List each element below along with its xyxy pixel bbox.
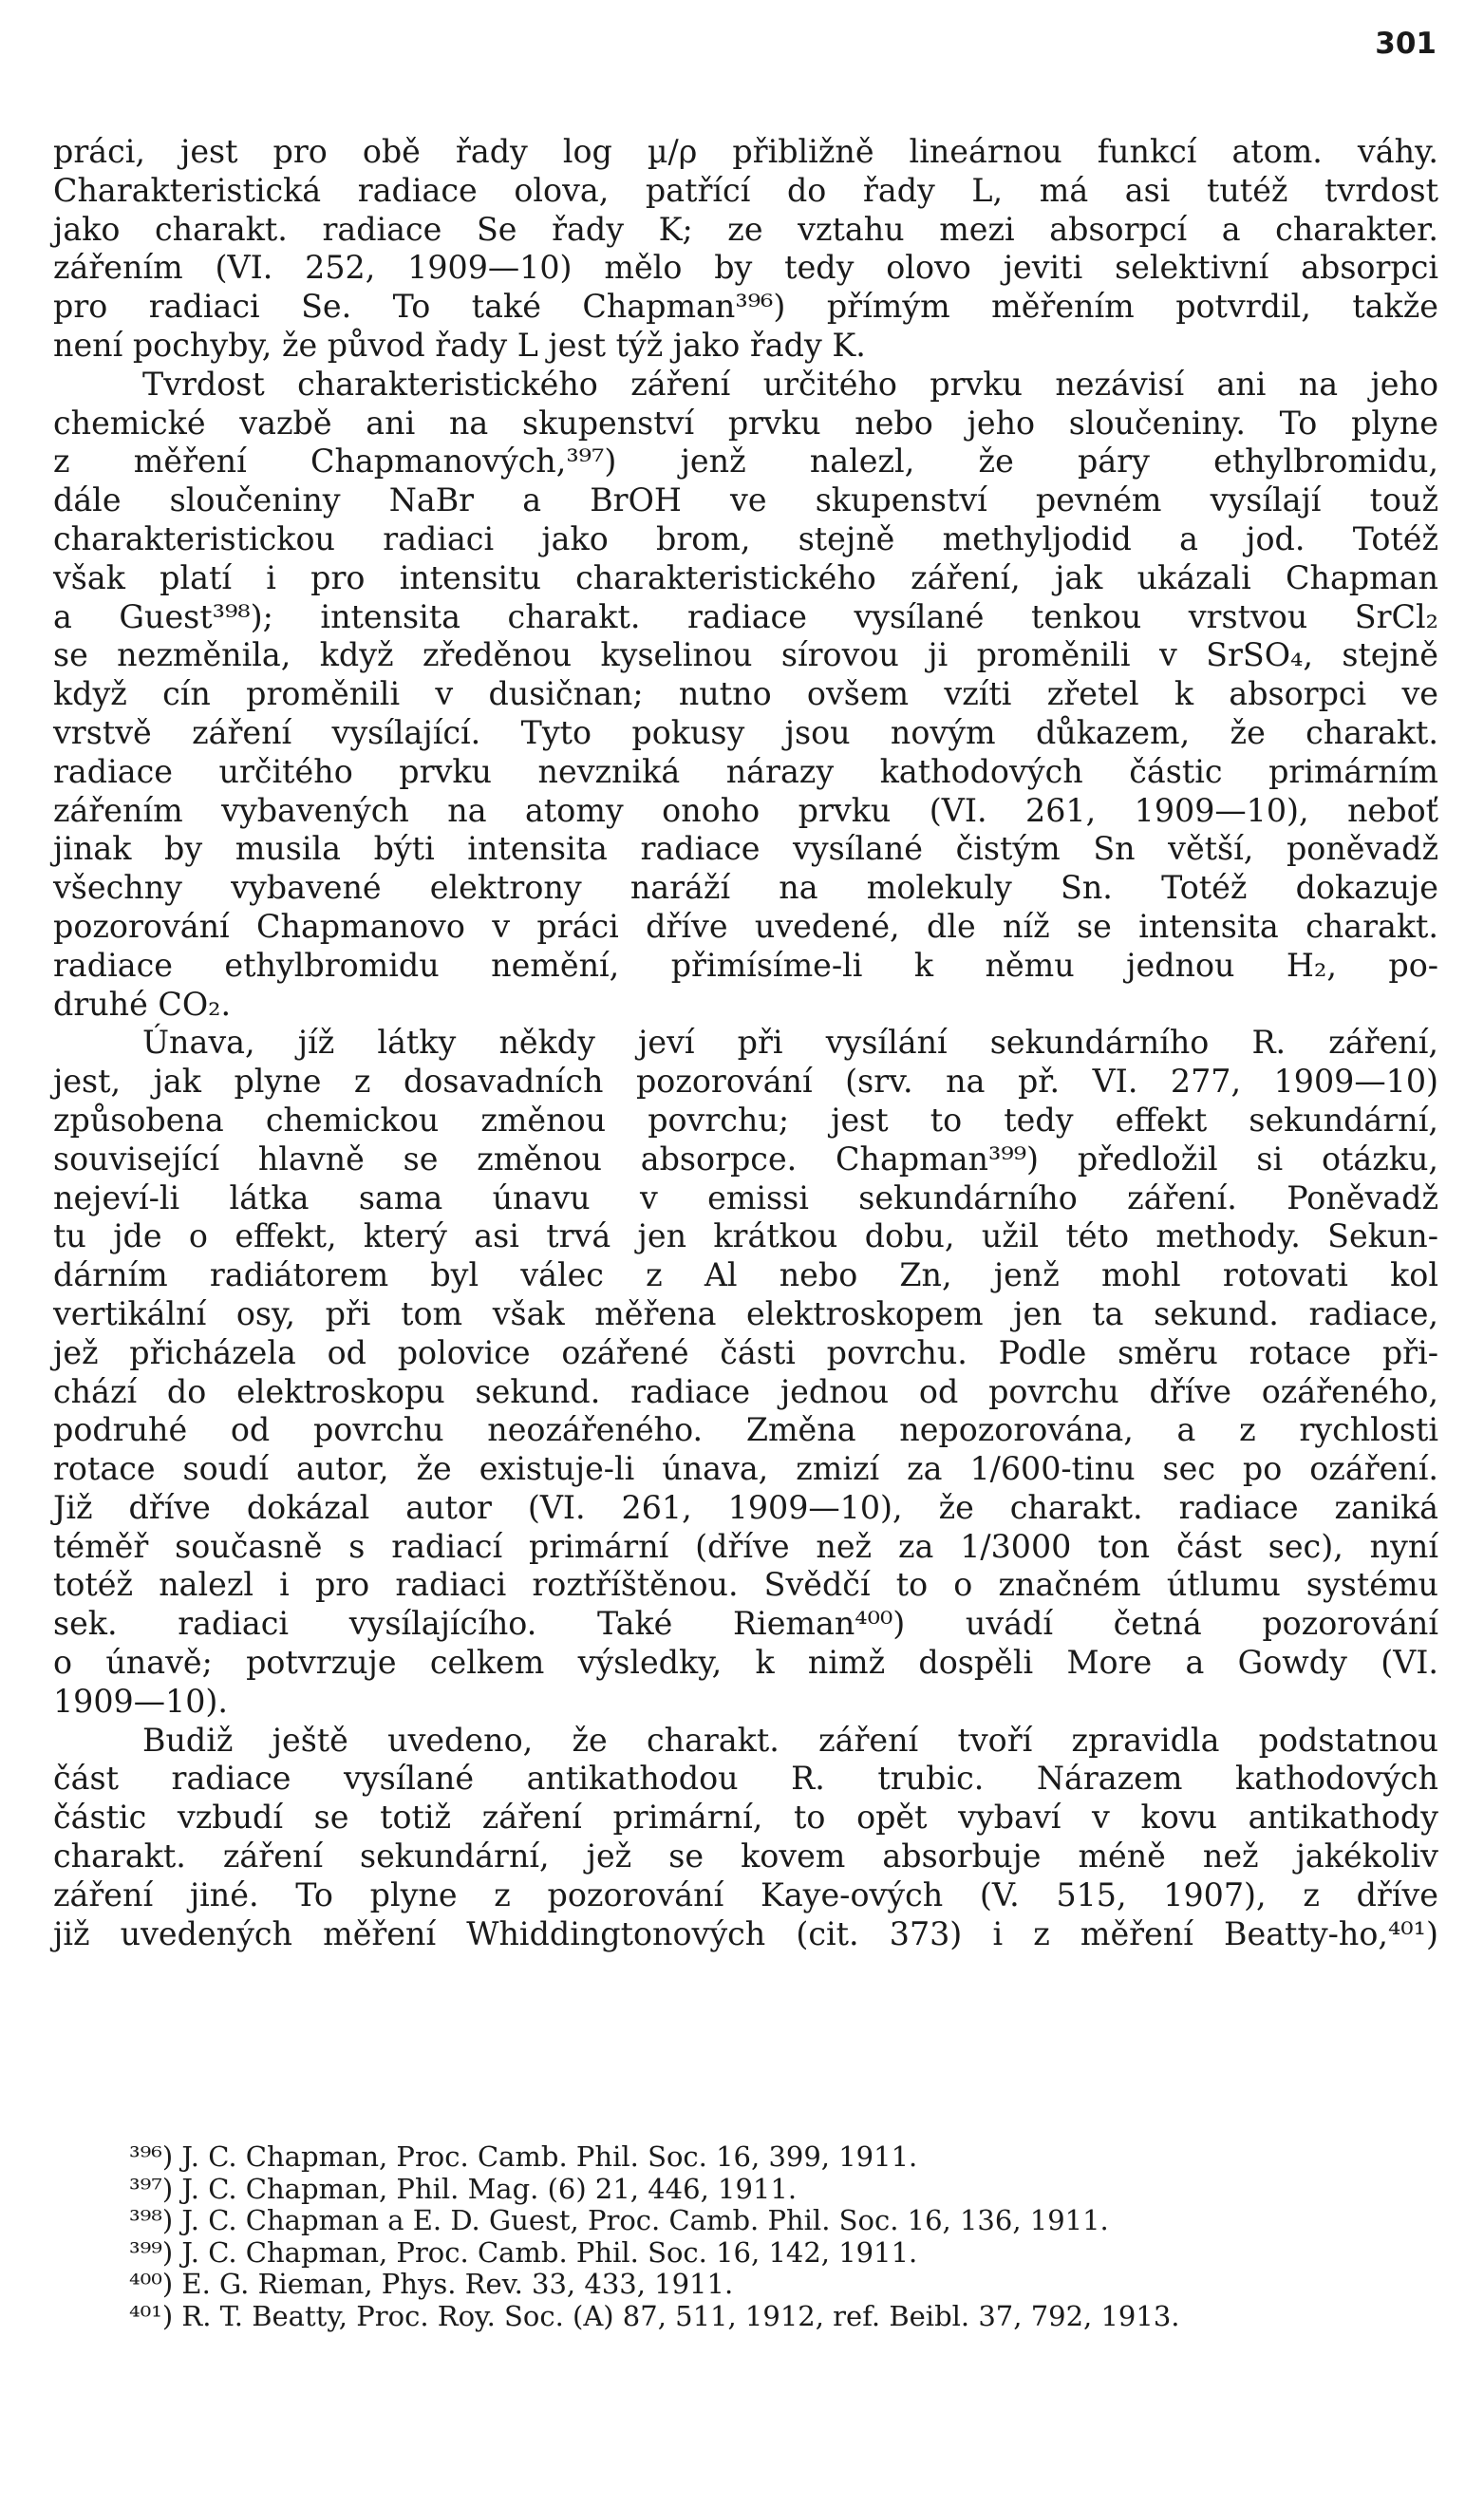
text-line: však platí i pro intensitu charakteristického záření, jak ukázali Chapman [53, 558, 1438, 596]
text-line: záření jiné. To plyne z pozorování Kaye-ových (V. 515, 1907), z dříve [53, 1876, 1438, 1913]
text-line: část radiace vysílané antikathodou R. trubic. Nárazem kathodových [53, 1760, 1438, 1798]
text-line: jinak by musila býti intensita radiace vysílané čistým Sn větší, poněvadž [53, 830, 1438, 868]
text-line: již uvedených měření Whiddingtonových (cit. 373) i z měření Beatty-ho,⁴⁰¹) [53, 1914, 1438, 1952]
text-line: vrstvě záření vysílající. Tyto pokusy jsou novým důkazem, že charakt. [53, 713, 1438, 751]
text-line: radiace určitého prvku nevzniká nárazy kathodových částic primárním [53, 752, 1438, 790]
text-line: o únavě; potvrzuje celkem výsledky, k nimž dospěli More a Gowdy (VI. [53, 1644, 1438, 1682]
text-line: zářením vybavených na atomy onoho prvku (VI. 261, 1909—10), neboť [53, 791, 1438, 829]
text-line: a Guest³⁹⁸); intensita charakt. radiace vysílané tenkou vrstvou SrCl₂ [53, 597, 1438, 635]
text-line: charakteristickou radiaci jako brom, stejně methyljodid a jod. Totéž [53, 519, 1438, 557]
text-line: způsobena chemickou změnou povrchu; jest to tedy effekt sekundární, [53, 1101, 1438, 1139]
footnote: ⁴⁰⁰) E. G. Rieman, Phys. Rev. 33, 433, 1911. [129, 2268, 734, 2300]
text-line: není pochyby, že původ řady L jest týž jako řady K. [53, 326, 866, 364]
footnote: ³⁹⁸) J. C. Chapman a E. D. Guest, Proc. Camb. Phil. Soc. 16, 136, 1911. [129, 2204, 1109, 2236]
text-line: související hlavně se změnou absorpce. Chapman³⁹⁹) předložil si otázku, [53, 1140, 1438, 1178]
text-line: radiace ethylbromidu nemění, přimísíme-li k němu jednou H₂, po- [53, 946, 1438, 984]
text-line: druhé CO₂. [53, 985, 232, 1023]
text-line: jež přicházela od polovice ozářené části povrchu. Podle směru rotace při- [53, 1333, 1438, 1371]
text-line: sek. radiaci vysílajícího. Také Rieman⁴⁰⁰) uvádí četná pozorování [53, 1605, 1438, 1643]
text-line: Tvrdost charakteristického záření určitého prvku nezávisí ani na jeho [142, 365, 1438, 403]
text-line: Únava, jíž látky někdy jeví při vysílání sekundárního R. záření, [142, 1024, 1438, 1062]
text-line: práci, jest pro obě řady log µ/ρ přibližně lineárnou funkcí atom. váhy. [53, 133, 1438, 170]
text-line: zářením (VI. 252, 1909—10) mělo by tedy olovo jeviti selektivní absorpci [53, 249, 1438, 287]
text-line: jako charakt. radiace Se řady K; ze vztahu mezi absorpcí a charakter. [53, 210, 1438, 248]
text-line: Charakteristická radiace olova, patřící do řady L, má asi tutéž tvrdost [53, 171, 1438, 209]
text-line: dále sloučeniny NaBr a BrOH ve skupenství pevném vysílají touž [53, 481, 1438, 519]
text-line: chemické vazbě ani na skupenství prvku nebo jeho sloučeniny. To plyne [53, 404, 1438, 442]
text-line: všechny vybavené elektrony naráží na molekuly Sn. Totéž dokazuje [53, 869, 1438, 907]
text-line: pro radiaci Se. To také Chapman³⁹⁶) přímým měřením potvrdil, takže [53, 288, 1438, 326]
text-line: 1909—10). [53, 1682, 228, 1720]
text-line: totéž nalezl i pro radiaci roztříštěnou. Svědčí to o značném útlumu systému [53, 1566, 1438, 1604]
text-line: se nezměnila, když zředěnou kyselinou sírovou ji proměnili v SrSO₄, stejně [53, 636, 1438, 674]
text-line: částic vzbudí se totiž záření primární, to opět vybaví v kovu antikathody [53, 1799, 1438, 1837]
footnote: ³⁹⁹) J. C. Chapman, Proc. Camb. Phil. Soc. 16, 142, 1911. [129, 2235, 918, 2269]
text-line: jest, jak plyne z dosavadních pozorování (srv. na př. VI. 277, 1909—10) [53, 1063, 1438, 1101]
text-line: Již dříve dokázal autor (VI. 261, 1909—10), že charakt. radiace zaniká [53, 1488, 1438, 1526]
footnotes [129, 2141, 1438, 2332]
text-line: z měření Chapmanových,³⁹⁷) jenž nalezl, že páry ethylbromidu, [53, 443, 1438, 481]
text-line: tu jde o effekt, který asi trvá jen krátkou dobu, užil této methody. Sekun- [53, 1217, 1438, 1255]
text-line: nejeví-li látka sama únavu v emissi sekundárního záření. Poněvadž [53, 1178, 1438, 1216]
page-number: 301 [1375, 27, 1437, 61]
footnote: ³⁹⁶) J. C. Chapman, Proc. Camb. Phil. Soc. 16, 399, 1911. [129, 2140, 918, 2173]
text-line: charakt. záření sekundární, jež se kovem absorbuje méně než jakékoliv [53, 1838, 1438, 1876]
text-line: Budiž ještě uvedeno, že charakt. záření tvoří zpravidla podstatnou [142, 1721, 1438, 1759]
text-line: vertikální osy, při tom však měřena elektroskopem jen ta sekund. radiace, [53, 1294, 1438, 1332]
text-line: chází do elektroskopu sekund. radiace jednou od povrchu dříve ozářeného, [53, 1372, 1438, 1410]
text-line: pozorování Chapmanovo v práci dříve uvedené, dle níž se intensita charakt. [53, 907, 1438, 945]
footnote: ³⁹⁷) J. C. Chapman, Phil. Mag. (6) 21, 446, 1911. [129, 2172, 798, 2205]
text-line: rotace soudí autor, že existuje-li únava, zmizí za 1/600-tinu sec po ozáření. [53, 1450, 1438, 1488]
body-text [53, 133, 1438, 1953]
text-line: téměř současně s radiací primární (dříve než za 1/3000 ton část sec), nyní [53, 1527, 1438, 1565]
text-line: když cín proměnili v dusičnan; nutno ovšem vzíti zřetel k absorpci ve [53, 675, 1438, 713]
footnote: ⁴⁰¹) R. T. Beatty, Proc. Roy. Soc. (A) 87, 511, 1912, ref. Beibl. 37, 792, 1913. [129, 2299, 1180, 2332]
text-line: podruhé od povrchu neozářeného. Změna nepozorována, a z rychlosti [53, 1411, 1438, 1449]
text-line: dárním radiátorem byl válec z Al nebo Zn, jenž mohl rotovati kol [53, 1256, 1438, 1294]
